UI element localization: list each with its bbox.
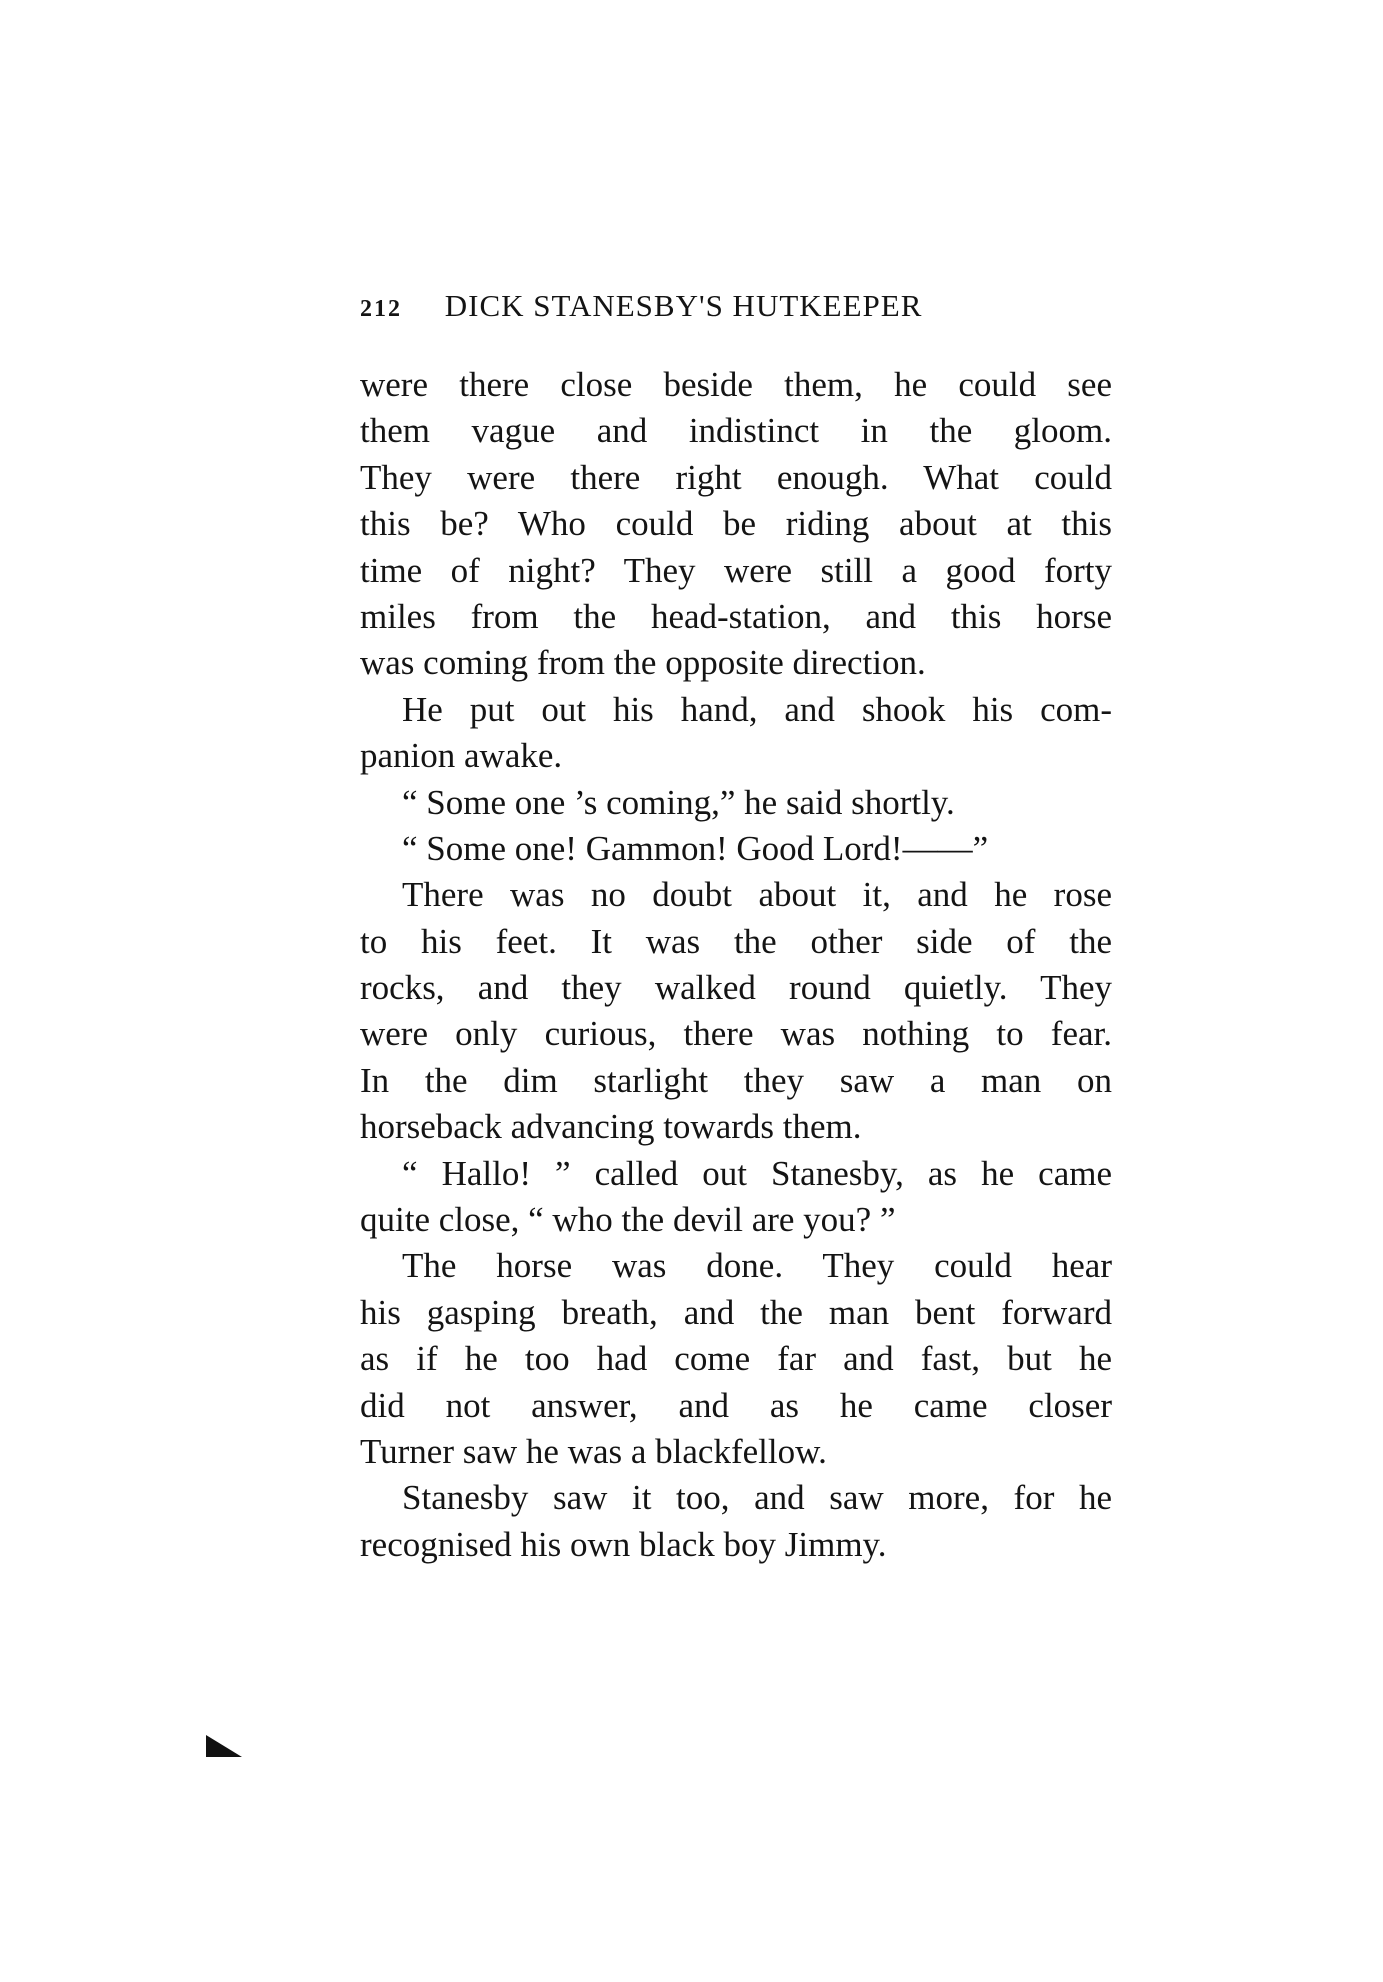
text-line: did not answer, and as he came closer xyxy=(360,1385,1112,1425)
page-number: 212 xyxy=(360,296,402,322)
text-line: miles from the head-station, and this horse xyxy=(360,596,1112,636)
text-line: “ Some one ’s coming,” he said shortly. xyxy=(402,782,955,822)
text-line: his gasping breath, and the man bent forward xyxy=(360,1292,1112,1332)
text-line: was coming from the opposite direction. xyxy=(360,643,926,683)
running-head xyxy=(360,286,1112,326)
text-line: He put out his hand, and shook his com- xyxy=(402,689,1112,729)
text-line: In the dim starlight they saw a man on xyxy=(360,1060,1112,1100)
text-line: were only curious, there was nothing to fear. xyxy=(360,1014,1112,1054)
text-line: They were there right enough. What could xyxy=(360,457,1112,497)
text-line: this be? Who could be riding about at this xyxy=(360,504,1112,544)
text-line: time of night? They were still a good forty xyxy=(360,550,1112,590)
text-line: were there close beside them, he could see xyxy=(360,365,1112,404)
text-line: quite close, “ who the devil are you? ” xyxy=(360,1200,896,1240)
text-line: them vague and indistinct in the gloom. xyxy=(360,411,1112,451)
text-line: panion awake. xyxy=(360,736,563,776)
text-line: as if he too had come far and fast, but he xyxy=(360,1339,1112,1379)
text-line: “ Some one! Gammon! Good Lord!——” xyxy=(402,828,989,868)
text-line: recognised his own black boy Jimmy. xyxy=(360,1524,887,1564)
text-line: “ Hallo! ” called out Stanesby, as he came xyxy=(402,1153,1112,1193)
text-line: horseback advancing towards them. xyxy=(360,1107,862,1147)
book-title: DICK STANESBY'S HUTKEEPER xyxy=(444,288,923,323)
text-line: There was no doubt about it, and he rose xyxy=(402,875,1112,915)
page-turn-triangle-icon xyxy=(206,1735,242,1757)
text-line: The horse was done. They could hear xyxy=(402,1246,1112,1286)
body-text xyxy=(360,362,1112,1568)
text-line: rocks, and they walked round quietly. They xyxy=(360,968,1112,1008)
text-line: Turner saw he was a blackfellow. xyxy=(360,1431,827,1471)
text-line: Stanesby saw it too, and saw more, for he xyxy=(402,1478,1112,1518)
text-line: to his feet. It was the other side of the xyxy=(360,921,1112,961)
